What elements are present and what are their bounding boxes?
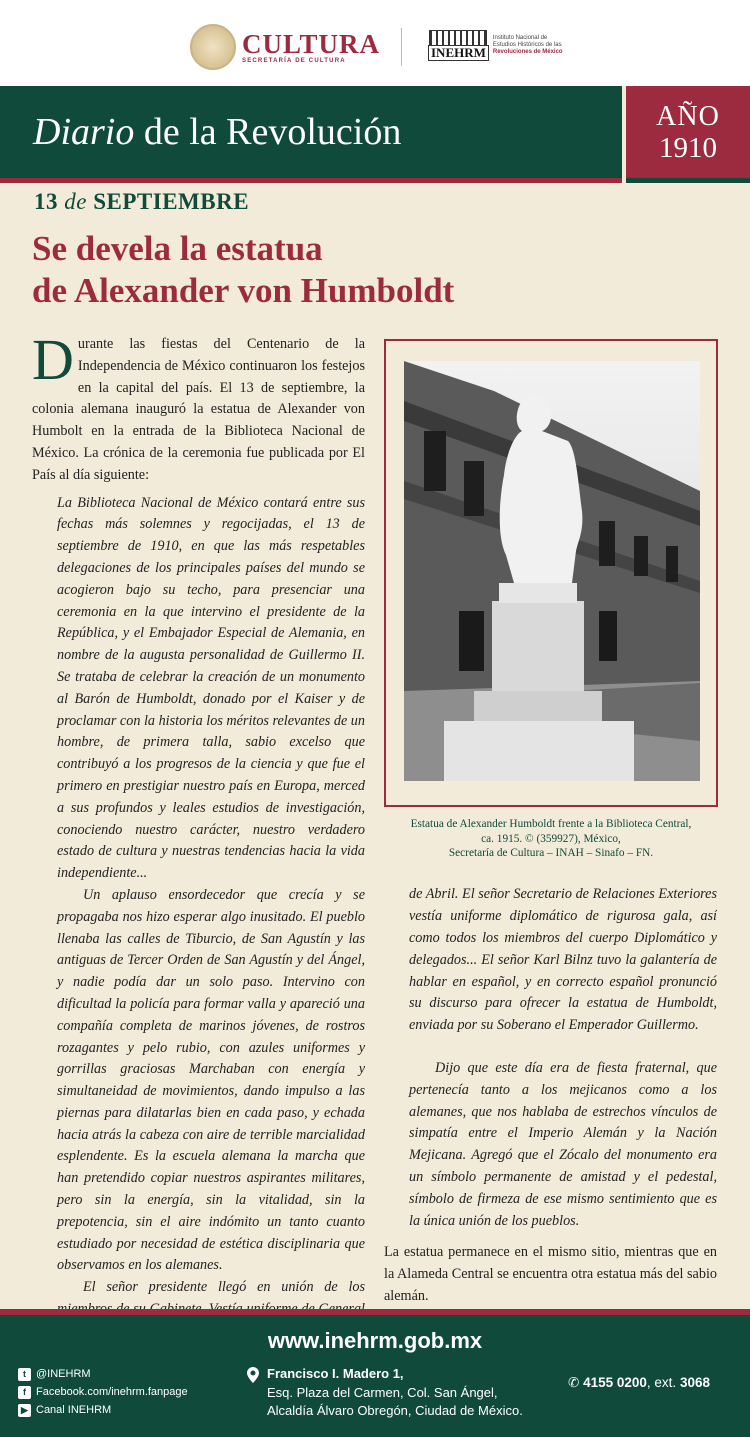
cultura-subtitle: SECRETARÍA DE CULTURA: [242, 58, 346, 64]
article-date: 13 de SEPTIEMBRE: [34, 189, 250, 214]
inehrm-name: Instituto Nacional de Estudios Históricos de las Revoluciones de México: [492, 35, 563, 55]
building-icon: [429, 30, 487, 45]
inehrm-logo: [428, 30, 563, 61]
year-stripe: [626, 178, 750, 183]
article-headline: Se devela la estatua de Alexander von Humboldt: [32, 229, 455, 310]
twitter-icon: t: [18, 1368, 31, 1381]
phone-icon: ✆: [568, 1375, 580, 1390]
humboldt-statue-photo: [404, 361, 700, 781]
photo-frame: [384, 339, 718, 807]
publication-title: Diario de la Revolución: [33, 111, 402, 153]
quote-paragraph-2: Un aplauso ensordecedor que crecía y se propagaba nos hizo esperar algo inusitado. El pueblo llenaba las calles de Tiburcio, de San Agustín y las antiguas de Tercer Orden de San Agustín y del Ángel, y nadie podía dar un solo paso. Intervino con dificultad la policía para formar valla y apareció una compañía completa de marinos jóvenes, de rostros rozagantes y pelo rubio, con azules uniformes y gorrillas graciosas Marchaban con energía y simultaneidad de movimientos, dando impulso a las piernas para dilatarlas bien en cada paso, y echada hacia atrás la cabeza con aire de terrible marcialidad esplendente. Es la escuela alemana la marcha que han pretendido copiar nuestros aspirantes militares, pero sin la energía, sin la vitalidad, sin la prepotencia, sin el aire indómito un tanto cuanto estudiado por necesidad de estética disciplinaria que observamos en los alemanes.: [57, 886, 365, 1274]
address-line-2: Esq. Plaza del Carmen, Col. San Ángel,: [267, 1384, 498, 1400]
social-links: [18, 1365, 188, 1419]
cultura-word: CULTURA: [242, 29, 381, 59]
year-value: 1910: [659, 132, 717, 164]
facebook-link[interactable]: f Facebook.com/inehrm.fanpage: [18, 1383, 188, 1401]
quote-paragraph-3: El señor presidente llegó en unión de los: [83, 1279, 365, 1296]
right-column: [384, 884, 717, 1308]
phone: ✆ 4155 0200, ext. 3068: [568, 1375, 710, 1390]
left-column: [32, 327, 365, 1342]
logo-divider: [401, 28, 402, 66]
top-header: [0, 0, 750, 86]
address: [247, 1365, 523, 1421]
inehrm-word: INEHRM: [428, 45, 489, 61]
address-street: Francisco I. Madero 1,: [267, 1366, 404, 1381]
quote-paragraph-4: Dijo que este día era de fiesta fraternal, que pertenecía tanto a los mejicanos como a los alemanes, que nos hablaba de estrechos vínculos de simpatía entre el Imperio Alemán y la Nación Mejicana. Agregó que el Zócalo del monumento era un símbolo permanente de amistad y el pedestal, símbolo de firmeza de ese mismo sentimiento que es la única unión de los pueblos.: [409, 1060, 717, 1229]
phone-extension: 3068: [679, 1375, 710, 1390]
quote-paragraph-3-continued: de Abril. El señor Secretario de Relaciones Exteriores vestía uniforme diplomático de rigurosa gala, así como todos los miembros del cuerpo Diplomático y delegados... El señor Karl Bilnz tuvo la galantería de hablar en español, y en correcto español pronunció su discurso para ofrecer la estatua de Humboldt, enviada por su Soberano el Emperador Guillermo.: [409, 886, 717, 1034]
photo-caption: Estatua de Alexander Humboldt frente a la Biblioteca Central, ca. 1915. © (359927), México, Secretaría de Cultura – INAH – Sinafo – FN.: [410, 818, 692, 859]
youtube-icon: ▶: [18, 1404, 31, 1417]
website-link[interactable]: www.inehrm.gob.mx: [267, 1328, 483, 1353]
mexico-seal-icon: [190, 24, 236, 70]
youtube-link[interactable]: ▶ Canal INEHRM: [18, 1401, 188, 1419]
year-label: AÑO: [656, 101, 720, 132]
address-line-3: Alcaldía Álvaro Obregón, Ciudad de México.: [267, 1403, 523, 1418]
banner-stripe: [0, 178, 622, 183]
year-box: [626, 86, 750, 178]
footer: [0, 1315, 750, 1437]
phone-number[interactable]: 4155 0200: [583, 1375, 647, 1390]
quote-paragraph-1: La Biblioteca Nacional de México contará entre sus fechas más solemnes y regocijadas, el 13 de septiembre de 1910, en que las más respetables delegaciones de los principales países del mundo se acogieron bajo su techo, para presenciar una ceremonia en la que intervino el presidente de la República, y el Embajador Especial de Alemania, en nombre de la augusta personalidad de Guillermo II. Se trataba de celebrar la creación de un monumento al Barón de Humboldt, donado por el Kaiser y de proclamar con la historia los méritos relevantes de un hombre, de primera talla, sabio excelso que contribuyó a los progresos de la ciencia y que fue el primero en prestigiar nuestro país en Europa, merced a sus profundos y leales estudios de investigación, conociendo nuestro carácter, nuestro verdadero estado de cultura y nuestras tendencias hacia la vida independiente...: [57, 494, 365, 882]
closing-paragraph: La estatua permanece en el mismo sitio, mientras que en la Alameda Central se encuentra otra estatua más del sabio alemán.: [384, 1244, 717, 1304]
intro-paragraph: Durante las fiestas del Centenario de la Independencia de México continuaron los festejos en la capital del país. El 13 de septiembre, la colonia alemana inauguró la estatua de Alexander von Humbolt en la entrada de la Biblioteca Nacional de México. La crónica de la ceremonia fue publicada por El País al día siguiente:: [32, 327, 365, 483]
facebook-icon: f: [18, 1386, 31, 1399]
cultura-logo: [190, 24, 380, 70]
twitter-link[interactable]: t @INEHRM: [18, 1365, 188, 1383]
map-pin-icon: [247, 1367, 259, 1383]
drop-cap: D: [32, 327, 74, 392]
